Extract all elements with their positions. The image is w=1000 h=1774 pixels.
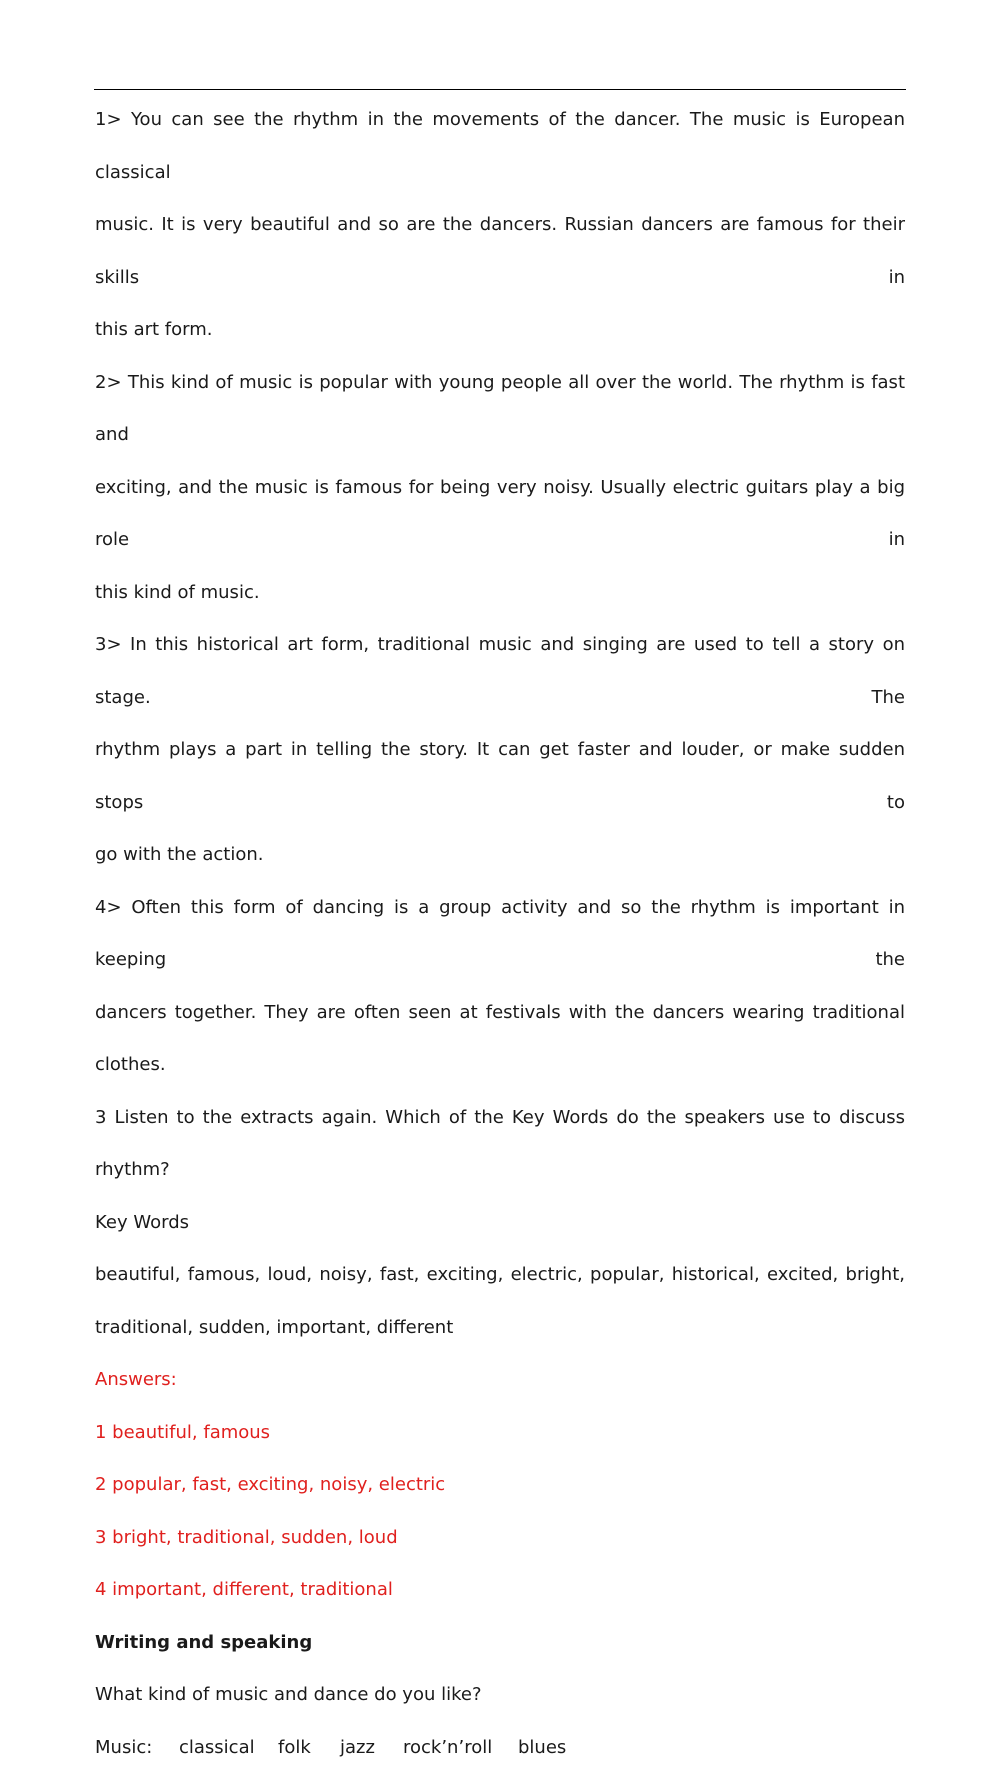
passage-4-line-2: dancers together. They are often seen at festivals with the dancers wearing traditional clothes. bbox=[95, 987, 905, 1092]
passage-3-line-1: 3> In this historical art form, traditional music and singing are used to tell a story on stage. The bbox=[95, 619, 905, 724]
passage-1-line-2: music. It is very beautiful and so are the dancers. Russian dancers are famous for their skills in bbox=[95, 199, 905, 304]
writing-question: What kind of music and dance do you like? bbox=[95, 1669, 905, 1722]
passage-4-line-1: 4> Often this form of dancing is a group activity and so the rhythm is important in keeping the bbox=[95, 882, 905, 987]
exercise-instruction: 3 Listen to the extracts again. Which of the Key Words do the speakers use to discuss rhythm? bbox=[95, 1092, 905, 1197]
passage-2-line-3: this kind of music. bbox=[95, 567, 905, 620]
music-option-folk: folk bbox=[278, 1722, 340, 1774]
writing-heading: Writing and speaking bbox=[95, 1617, 905, 1670]
passage-3-line-3: go with the action. bbox=[95, 829, 905, 882]
music-options-row bbox=[95, 1722, 905, 1774]
answer-2: 2 popular, fast, exciting, noisy, electric bbox=[95, 1459, 905, 1512]
key-words-line-1: beautiful, famous, loud, noisy, fast, exciting, electric, popular, historical, excited, bright, bbox=[95, 1249, 905, 1302]
answer-3: 3 bright, traditional, sudden, loud bbox=[95, 1512, 905, 1565]
music-label: Music: bbox=[95, 1722, 179, 1774]
passage-2-line-1: 2> This kind of music is popular with young people all over the world. The rhythm is fast and bbox=[95, 357, 905, 462]
passage-1-line-1: 1> You can see the rhythm in the movements of the dancer. The music is European classical bbox=[95, 94, 905, 199]
answer-4: 4 important, different, traditional bbox=[95, 1564, 905, 1617]
answers-heading: Answers: bbox=[95, 1354, 905, 1407]
document-body bbox=[95, 94, 905, 1774]
music-option-classical: classical bbox=[179, 1722, 278, 1774]
header-rule bbox=[94, 89, 906, 90]
answer-1: 1 beautiful, famous bbox=[95, 1407, 905, 1460]
music-option-blues: blues bbox=[518, 1722, 566, 1774]
key-words-line-2: traditional, sudden, important, different bbox=[95, 1302, 905, 1355]
passage-3-line-2: rhythm plays a part in telling the story. It can get faster and louder, or make sudden stops to bbox=[95, 724, 905, 829]
key-words-heading: Key Words bbox=[95, 1197, 905, 1250]
passage-2-line-2: exciting, and the music is famous for being very noisy. Usually electric guitars play a big role in bbox=[95, 462, 905, 567]
passage-1-line-3: this art form. bbox=[95, 304, 905, 357]
music-option-jazz: jazz bbox=[340, 1722, 403, 1774]
music-option-rock-n-roll: rock’n’roll bbox=[403, 1722, 518, 1774]
